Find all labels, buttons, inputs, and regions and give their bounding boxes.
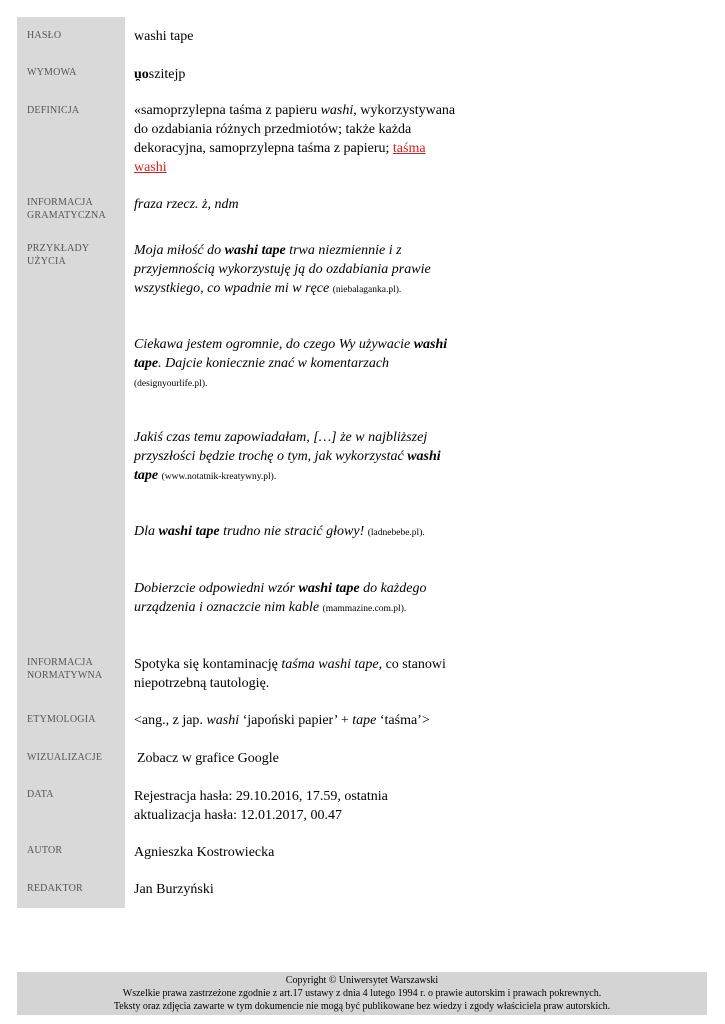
etymology: <ang., z jap. washi ‘japoński papier’ + tape ‘taśma’>: [134, 713, 430, 728]
label-date: DATA: [27, 789, 54, 800]
normative-info: Spotyka się kontaminację taśma washi tape, co stanowi niepotrzebną tautologię.: [134, 657, 446, 691]
label-pronunciation: WYMOWA: [27, 67, 77, 78]
example-4: Dla washi tape trudno nie stracić głowy! (ladnebebe.pl).: [134, 524, 425, 539]
label-definition: DEFINICJA: [27, 105, 80, 116]
label-grammar: INFORMACJA GRAMATYCZNA: [27, 197, 106, 221]
pronunciation-rest: szitejp: [148, 67, 186, 82]
editor-name: Jan Burzyński: [134, 882, 214, 897]
example-source: mammazine.com.pl: [325, 604, 401, 614]
definition-link[interactable]: taśma washi: [134, 141, 426, 175]
example-1: Moja miłość do washi tape trwa niezmiennie i z przyjemnością wykorzystuję ją do ozdabiania prawie wszystkiego, co wpadnie mi w ręce (niebalaganka.pl).: [134, 243, 431, 296]
footer-copyright: Copyright © Uniwersytet Warszawski: [285, 975, 439, 986]
copyright-footer: [17, 972, 707, 1015]
google-images-link[interactable]: Zobacz w grafice Google: [137, 751, 279, 766]
label-author: AUTOR: [27, 845, 63, 856]
label-etymology: ETYMOLOGIA: [27, 714, 96, 725]
label-headword: HASŁO: [27, 30, 62, 41]
label-normative: INFORMACJA NORMATYWNA: [27, 657, 103, 681]
example-source: designyourlife.pl: [137, 379, 202, 389]
example-3: Jakiś czas temu zapowiadałam, […] że w najbliższej przyszłości będzie trochę o tym, jak wykorzystać washi tape (www.notatnik-kreatywny.pl).: [134, 430, 441, 483]
label-examples: PRZYKŁADY UŻYCIA: [27, 243, 90, 267]
example-source: www.notatnik-kreatywny.pl: [164, 472, 271, 482]
example-2: Ciekawa jestem ogromnie, do czego Wy używacie washi tape. Dajcie koniecznie znać w komentarzach (designyourlife.pl).: [134, 337, 448, 389]
definition: «samoprzylepna taśma z papieru washi, wykorzystywana do ozdabiania różnych przedmiotów; także każda dekoracyjna, samoprzylepna taśma z papieru; taśma washi: [134, 103, 456, 175]
grammar-info: fraza rzecz. ż, ndm: [134, 197, 239, 212]
example-5: Dobierzcie odpowiedni wzór washi tape do każdego urządzenia i oznaczcie nim kable (mammazine.com.pl).: [134, 581, 427, 615]
headword: washi tape: [134, 29, 194, 44]
pronunciation: [134, 65, 464, 84]
example-source: niebalaganka.pl: [335, 285, 396, 295]
date-info: Rejestracja hasła: 29.10.2016, 17.59, ostatnia aktualizacja hasła: 12.01.2017, 00.47: [134, 789, 388, 823]
label-column-background: [17, 17, 125, 908]
footer-notice: Teksty oraz zdjęcia zawarte w tym dokumencie nie mogą być publikowane bez wiedzy i zgody właściciela praw autorskich.: [113, 1001, 611, 1012]
label-editor: REDAKTOR: [27, 883, 83, 894]
example-source: ladnebebe.pl: [370, 528, 420, 538]
footer-rights: Wszelkie prawa zastrzeżone zgodnie z art.17 ustawy z dnia 4 lutego 1994 r. o prawie autorskim i prawach pokrewnych.: [122, 988, 602, 999]
author-name: Agnieszka Kostrowiecka: [134, 845, 275, 860]
label-visualizations: WIZUALIZACJE: [27, 752, 103, 763]
pronunciation-stress: u̯o: [134, 67, 149, 82]
